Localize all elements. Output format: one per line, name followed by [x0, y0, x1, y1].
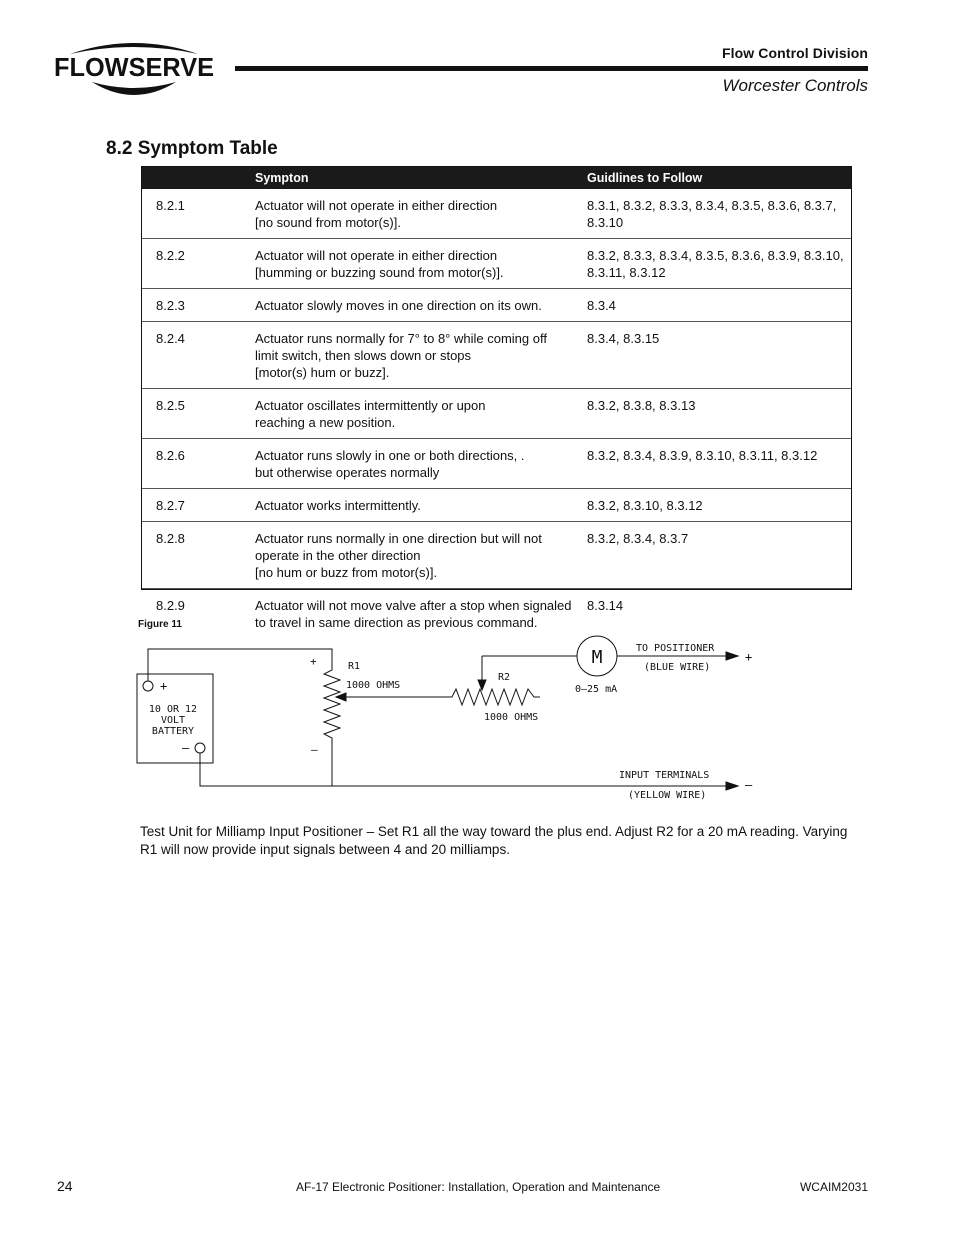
symptom-line: Actuator will not move valve after a stop when signaled — [255, 598, 572, 613]
row-id: 8.2.4 — [142, 322, 243, 389]
page-number: 24 — [57, 1178, 73, 1194]
row-id: 8.2.2 — [142, 239, 243, 289]
positive-output-sign: + — [745, 650, 753, 664]
brand-name: Worcester Controls — [722, 76, 868, 95]
row-guidelines — [581, 289, 851, 322]
r1-minus-sign: – — [311, 743, 318, 756]
table-row — [142, 522, 851, 589]
r1-plus-sign: + — [310, 655, 317, 668]
battery-plus-terminal — [143, 681, 153, 691]
r2-value: 1000 OHMS — [484, 712, 539, 723]
row-guidelines — [581, 489, 851, 522]
meter-symbol: M — [591, 647, 603, 668]
row-symptom — [243, 189, 581, 239]
table-row — [142, 289, 851, 322]
figure-label: Figure 11 — [138, 619, 182, 630]
table-row — [142, 239, 851, 289]
r2-wiper-arrow — [478, 680, 486, 690]
row-symptom — [243, 289, 581, 322]
battery-label-line2: VOLT — [160, 715, 186, 726]
flowserve-logo — [52, 36, 217, 102]
row-id: 8.2.8 — [142, 522, 243, 589]
symptom-line: Actuator runs slowly in one or both directions, . — [255, 448, 525, 463]
guideline-line: 8.3.11, 8.3.12 — [587, 265, 666, 280]
symptom-line: Actuator runs normally in one direction but will not — [255, 531, 542, 546]
resistor-r1 — [324, 667, 340, 742]
row-symptom — [243, 439, 581, 489]
table-body — [142, 189, 851, 638]
symptom-line: Actuator will not operate in either direction — [255, 198, 498, 213]
circuit-diagram — [130, 630, 770, 810]
guideline-line: 8.3.2, 8.3.4, 8.3.9, 8.3.10, 8.3.11, 8.3.12 — [587, 448, 818, 463]
logo-wordmark: FLOWSERVE — [54, 52, 214, 82]
symptom-line: operate in the other direction — [255, 548, 421, 563]
table-header-row — [142, 167, 851, 189]
row-symptom — [243, 489, 581, 522]
input-terminals-label: INPUT TERMINALS — [619, 770, 710, 781]
symptom-line: [no hum or buzz from motor(s)]. — [255, 565, 438, 580]
battery-minus-terminal — [195, 743, 205, 753]
row-guidelines — [581, 389, 851, 439]
guideline-line: 8.3.2, 8.3.3, 8.3.4, 8.3.5, 8.3.6, 8.3.9, 8.3.10, — [587, 248, 844, 263]
row-guidelines — [581, 322, 851, 389]
yellow-wire-label: (YELLOW WIRE) — [628, 790, 707, 801]
section-title: 8.2 Symptom Table — [106, 138, 278, 159]
guideline-line: 8.3.4 — [587, 298, 616, 313]
row-id: 8.2.9 — [156, 598, 185, 613]
to-positioner-label: TO POSITIONER — [636, 643, 715, 654]
header-rule — [235, 66, 868, 71]
resistor-r2 — [448, 689, 540, 705]
row-id: 8.2.1 — [142, 189, 243, 239]
r1-label: R1 — [348, 661, 361, 672]
r1-wiper-arrow — [336, 693, 346, 701]
table-row — [142, 189, 851, 239]
row-symptom — [243, 389, 581, 439]
row-id: 8.2.5 — [142, 389, 243, 439]
row-symptom — [243, 322, 581, 389]
battery-plus-sign: + — [160, 679, 168, 693]
header-id — [142, 167, 243, 189]
header-guidelines: Guidlines to Follow — [581, 167, 851, 189]
table-row — [142, 489, 851, 522]
symptom-line: Actuator slowly moves in one direction on its own. — [255, 298, 542, 313]
symptom-line: limit switch, then slows down or stops — [255, 348, 472, 363]
guideline-line: 8.3.2, 8.3.8, 8.3.13 — [587, 398, 696, 413]
row-guidelines — [581, 239, 851, 289]
row-symptom — [243, 239, 581, 289]
row-id: 8.2.3 — [142, 289, 243, 322]
symptom-line: reaching a new position. — [255, 415, 396, 430]
header-symptom: Sympton — [243, 167, 581, 189]
guideline-line: 8.3.10 — [587, 215, 624, 230]
wire-top — [148, 649, 332, 681]
symptom-line: Actuator runs normally for 7° to 8° while coming off — [255, 331, 547, 346]
guideline-line: 8.3.1, 8.3.2, 8.3.3, 8.3.4, 8.3.5, 8.3.6, 8.3.7, — [587, 198, 837, 213]
r1-value: 1000 OHMS — [346, 680, 401, 691]
document-code: WCAIM2031 — [799, 1180, 868, 1194]
symptom-line: [no sound from motor(s)]. — [255, 215, 401, 230]
table-row — [142, 322, 851, 389]
guideline-line: 8.3.2, 8.3.10, 8.3.12 — [587, 498, 703, 513]
table-row — [142, 389, 851, 439]
blue-wire-label: (BLUE WIRE) — [644, 662, 711, 673]
row-symptom — [243, 522, 581, 589]
row-guidelines — [581, 189, 851, 239]
guideline-line: 8.3.2, 8.3.4, 8.3.7 — [587, 531, 689, 546]
battery-label-line1: 10 OR 12 — [148, 704, 198, 715]
guideline-line: 8.3.4, 8.3.15 — [587, 331, 660, 346]
symptom-line: Actuator works intermittently. — [255, 498, 421, 513]
row-id: 8.2.7 — [142, 489, 243, 522]
symptom-line: Actuator oscillates intermittently or upon — [255, 398, 486, 413]
footer-title: AF-17 Electronic Positioner: Installation, Operation and Maintenance — [296, 1180, 661, 1194]
negative-output-sign: – — [745, 778, 753, 792]
table-row — [142, 439, 851, 489]
symptom-line: [motor(s) hum or buzz]. — [255, 365, 390, 380]
battery-minus-sign: – — [182, 741, 190, 755]
row-guidelines — [581, 522, 851, 589]
symptom-line: Actuator will not operate in either direction — [255, 248, 498, 263]
symptom-line: [humming or buzzing sound from motor(s)]. — [255, 265, 504, 280]
r2-label: R2 — [498, 672, 511, 683]
symptom-line: to travel in same direction as previous command. — [255, 615, 538, 630]
symptom-line: but otherwise operates normally — [255, 465, 440, 480]
row-guidelines — [581, 439, 851, 489]
meter-range: 0–25 mA — [575, 684, 618, 695]
battery-label-line3: BATTERY — [151, 726, 195, 737]
guideline-line: 8.3.14 — [587, 598, 624, 613]
figure-caption: Test Unit for Milliamp Input Positioner – Set R1 all the way toward the plus end. Adjust R2 for a 20 mA reading. Varying R1 will now provide input signals between 4 and 20 milliamps. — [140, 824, 848, 857]
negative-output-arrow — [726, 782, 738, 790]
row-id: 8.2.6 — [142, 439, 243, 489]
division-name: Flow Control Division — [722, 45, 868, 61]
